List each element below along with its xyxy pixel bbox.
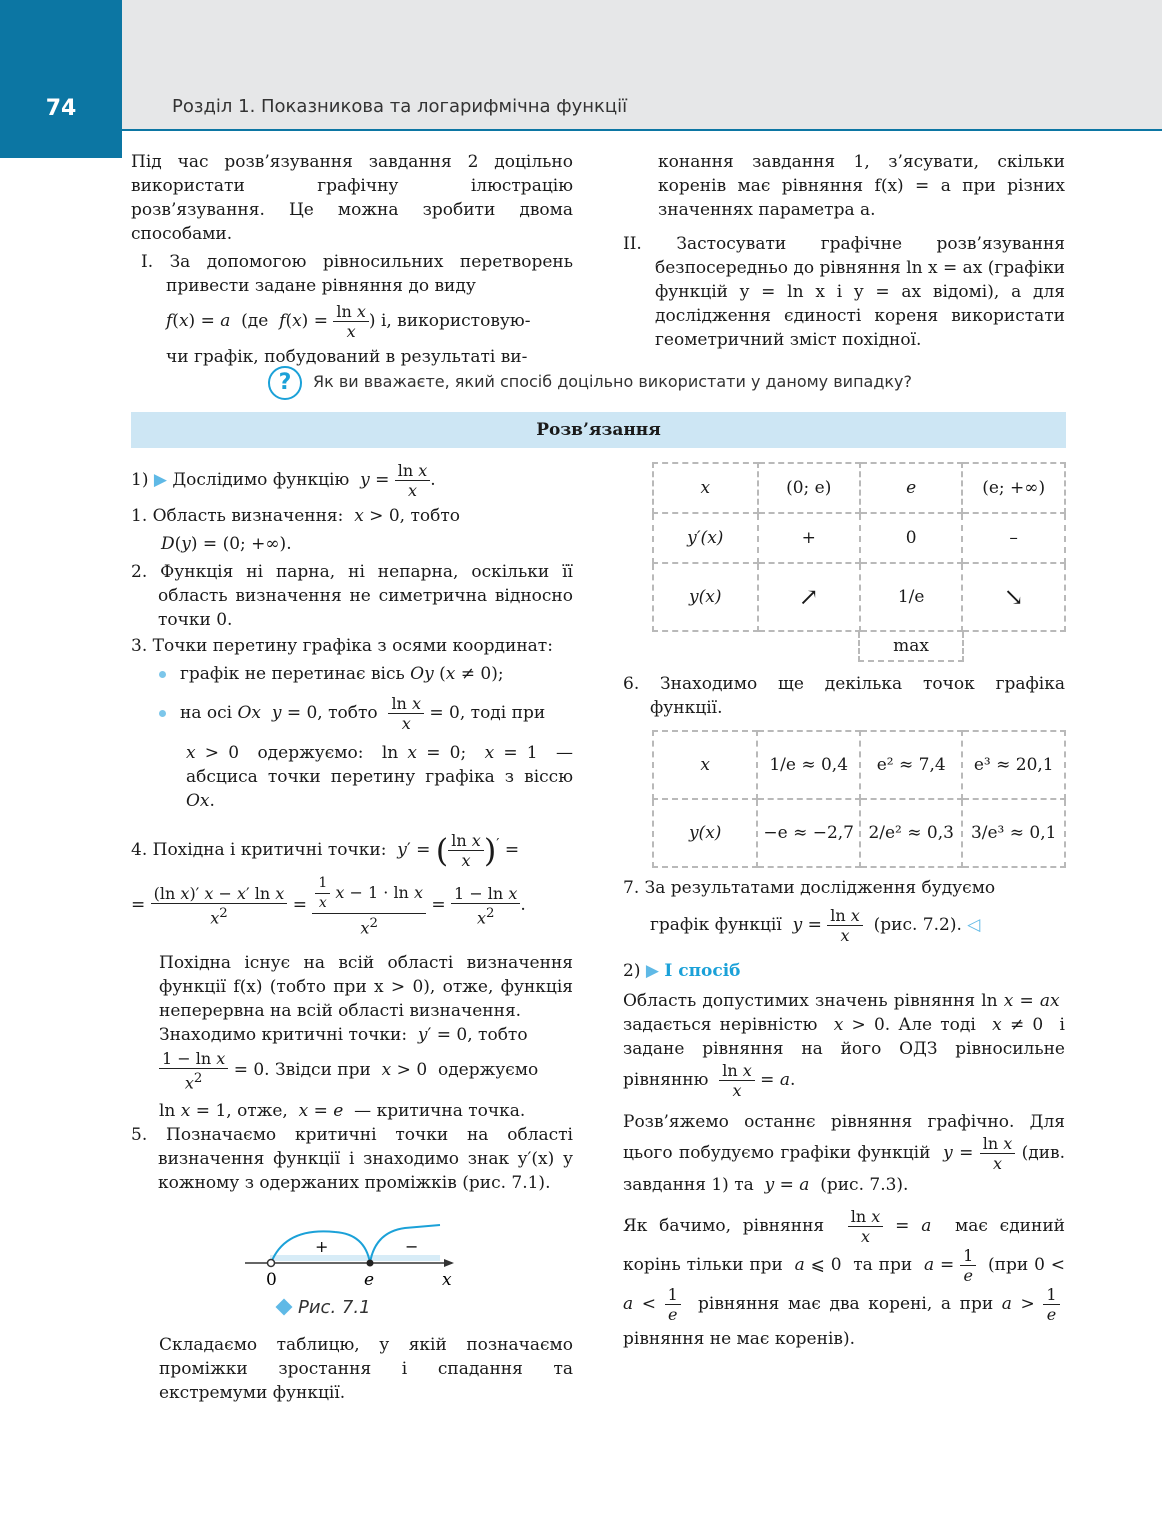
table-cell: + (758, 513, 860, 563)
open-point (268, 1260, 275, 1267)
table-cell: 3/e³ ≈ 0,1 (962, 799, 1065, 867)
label-e: e (364, 1270, 375, 1290)
graphic-paragraph: Розв’яжемо останнє рівняння графічно. Для цього побудуємо графіки функцій y = $\frac{\text{ln x}}{x}$ (див. завдання 1) та y = a (рис. 7.3). (623, 1112, 1066, 1195)
odz-a: Область допустимих значень рівняння (623, 991, 976, 1011)
table-note: Складаємо таблицю, у якій позначаємо проміжки зростання і спадання та екстремуми функції. (159, 1335, 573, 1403)
intro-right (623, 150, 1065, 352)
odz-c: . Але тоді (884, 1015, 976, 1035)
critical-3-tail: — критична точка. (354, 1100, 526, 1121)
step-1-text: Дослідимо функцію (172, 470, 350, 490)
bullet-2-a: на осі (180, 703, 233, 723)
bullet-2-e: — абсциса точки перетину графіка з віссю (186, 743, 573, 787)
item-7-c: (рис. 7.2). (873, 915, 962, 935)
method-1-continued: конання завдання 1, з’ясувати, скільки коренів має рівняння f(x) = a при різних значеннях параметра a. (658, 152, 1065, 220)
question-icon: ? (268, 366, 302, 400)
solution-heading: Розв’язання (131, 412, 1066, 448)
bullet-2-c: , тоді при (459, 703, 546, 723)
critical-1-text: Знаходимо критичні точки: (159, 1025, 408, 1046)
method-1: I. За допомогою рівносильних перетворень привести задане рівняння до виду (141, 252, 573, 296)
bullet-1: графік не перетинає вісь Oy (x ≠ 0); (131, 662, 573, 686)
monotonicity-table (652, 462, 1066, 632)
item-4-text: 4. Похідна і критичні точки: (131, 840, 387, 860)
item-1: 1. Область визначення: x > 0, тобто (131, 506, 460, 526)
table-cell: (e; +∞) (962, 463, 1065, 513)
bullet-2: на осі Ox y = 0, тобто $\frac{\text{ln x}}{x}$ = 0, тоді при (131, 694, 573, 733)
item-4: 4. Похідна і критичні точки: y′ = ( $\frac{\text{ln x}}{x}$ )′ = (131, 831, 520, 870)
method-title: I спосіб (664, 961, 741, 981)
graphic-c: (рис. 7.3). (820, 1175, 909, 1195)
triangle-icon: ▶ (645, 961, 659, 981)
table-cell: 1/e (860, 563, 962, 631)
critical-3: ln x = 1, отже, x = e — критична точка. (159, 1100, 526, 1121)
derivative-exists: Похідна існує на всій області визначення функції f(x) (тобто при x > 0), отже, функція неперервна на всій області визначення. (159, 953, 573, 1022)
solution-right-2 (623, 876, 1065, 1354)
table-cell: x (653, 463, 758, 513)
table-cell: ↘ (962, 563, 1065, 631)
bullet-2-d: одержуємо: (257, 743, 364, 763)
method-2: II. Застосувати графічне розв’язування безпосередньо до рівняння ln x = ax (графіки функцій y = ln x і y = ax відомі), а для дослідження єдиності кореня використати геометричний зміст похідної. (623, 234, 1066, 350)
bullet-2-cont: x > 0 одержуємо: ln x = 0; x = 1 — абсциса точки перетину графіка з віссю Ox. (186, 743, 573, 811)
points-table (652, 730, 1066, 868)
conclusion-b: має єдиний корінь тільки при (623, 1216, 1065, 1275)
domain-formula: D(y) = (0; +∞). (161, 534, 292, 554)
chapter-title: Розділ 1. Показникова та логарифмічна функції (172, 96, 628, 117)
solution-left (131, 455, 573, 1195)
method-1-formula: f(x) = a (де f(x) = $\frac{\text{ln x}}{x}$ ) і, використовую- (166, 302, 531, 341)
label-zero: 0 (266, 1270, 277, 1290)
table-cell: y′(x) (653, 513, 758, 563)
table-cell: 0 (860, 513, 962, 563)
method-1-end: чи графік, побудований в результаті ви- (166, 347, 528, 367)
bullet-icon (159, 710, 166, 717)
odz-paragraph: Область допустимих значень рівняння ln x = ax задається нерівністю x > 0. Але тоді x ≠ 0 і задане рівняння на його ОДЗ рівносильне рівнянню $\frac{\text{ln x}}{x}$ = a. (623, 991, 1065, 1100)
odz-b: задається нерівністю (623, 1015, 818, 1035)
critical-1-tail: , тобто (467, 1025, 528, 1046)
item-6: 6. Знаходимо ще декілька точок графіка функції. (623, 674, 1065, 718)
step-2 (623, 959, 1065, 983)
step-1: 1) ▶ Дослідимо функцію y = $\frac{\text{ln x}}{x}$ . (131, 461, 436, 500)
critical-2-text: . Звідси при (264, 1060, 371, 1081)
item-7: 7. За результатами дослідження будуємо (623, 878, 996, 898)
axis-arrow (444, 1259, 454, 1267)
graphic-b: (див. завдання 1) та (623, 1143, 1066, 1195)
max-label: max (858, 632, 964, 662)
header-divider (122, 129, 1162, 131)
conclusion-f: рівняння не має коренів). (623, 1329, 855, 1349)
table-cell: −e ≈ −2,7 (757, 799, 860, 867)
critical-2: $\frac{\text{1 − ln x}}{x^2}$ = 0. Звідси при x > 0 одержуємо (131, 1049, 573, 1092)
step-1-number: 1) (131, 470, 149, 490)
bullet-2-b: , тобто (317, 703, 378, 723)
critical-3-text: , отже, (226, 1100, 288, 1121)
conclusion-paragraph: Як бачимо, рівняння $\frac{\text{ln x}}{x}$ = a має єдиний корінь тільки при a ⩽ 0 та при a = $\frac{1}{e}$ (при 0 < a < $\frac{1}{e}$ рівняння має два корені, а при a > $\frac{1}{e}$ рівняння не має коренів). (623, 1207, 1065, 1349)
sign-diagram (240, 1222, 460, 1292)
item-1-tail: , тобто (399, 506, 460, 526)
conclusion-d: (при (988, 1255, 1029, 1275)
table-cell: y(x) (653, 799, 757, 867)
figure-caption-text: Рис. 7.1 (298, 1297, 371, 1318)
solution-right (623, 672, 1065, 720)
derivative-formula: = $\frac{\text{(ln x)′ x − x′ ln x}}{x^2}$ = $\frac{1}{x}$ x − 1 · ln x $x^2$ = $\frac{\text{1 − ln x}}{x^2}$ . (131, 875, 526, 938)
table-cell: e (860, 463, 962, 513)
table-cell: x (653, 731, 757, 799)
triangle-icon: ▶ (153, 470, 167, 490)
table-cell: 1/e ≈ 0,4 (757, 731, 860, 799)
table-cell: y(x) (653, 563, 758, 631)
question-text: Як ви вважаєте, який спосіб доцільно використати у даному випадку? (313, 372, 913, 391)
table-cell: e² ≈ 7,4 (860, 731, 962, 799)
item-7-b: графік функції (650, 915, 782, 935)
page-number-tab (0, 0, 122, 158)
graphic-a: Розв’яжемо останнє рівняння графічно. Для цього побудуємо графіки функцій (623, 1112, 1065, 1163)
end-triangle-icon: ◁ (967, 915, 981, 935)
intro-paragraph: Під час розв’язування завдання 2 доцільно використати графічну ілюстрацію розв’язування. Це можна зробити двома способами. (131, 152, 573, 244)
intro-left (131, 150, 573, 369)
diamond-icon (276, 1299, 293, 1316)
bullet-1-text: графік не перетинає вісь (180, 664, 405, 684)
conclusion-c: та при (853, 1255, 913, 1275)
item-3: 3. Точки перетину графіка з осями координат: (131, 636, 553, 656)
item-7-cont: графік функції y = $\frac{\text{ln x}}{x}$ (рис. 7.2). ◁ (650, 906, 981, 945)
page-number: 74 (45, 96, 77, 121)
item-5: 5. Позначаємо критичні точки на області визначення функції і знаходимо знак y′(x) у кожному з одержаних проміжків (рис. 7.1). (131, 1124, 573, 1193)
table-cell: – (962, 513, 1065, 563)
table-cell: ↗ (758, 563, 860, 631)
critical-2-tail: одержуємо (437, 1060, 539, 1081)
table-cell: 2/e² ≈ 0,3 (860, 799, 962, 867)
odz-d: і задане рівняння на його ОДЗ рівносильне рівнянню (623, 1015, 1065, 1090)
step-2-number: 2) (623, 961, 641, 981)
table-cell: e³ ≈ 20,1 (962, 731, 1065, 799)
table-cell: (0; e) (758, 463, 860, 513)
bullet-icon (159, 671, 166, 678)
conclusion-a: Як бачимо, рівняння (623, 1216, 825, 1236)
sign-plus: + (315, 1237, 329, 1256)
critical-point (367, 1260, 374, 1267)
item-2: 2. Функція ні парна, ні непарна, оскільки її область визначення не симетрична відносно точки 0. (131, 562, 573, 630)
conclusion-e: рівняння має два корені, а при (698, 1294, 994, 1314)
label-x: x (442, 1270, 452, 1290)
sign-minus: − (405, 1237, 419, 1256)
item-1-text: 1. Область визначення: (131, 506, 344, 526)
critical-1: Знаходимо критичні точки: y′ = 0, тобто (159, 1025, 528, 1046)
figure-caption (278, 1297, 371, 1318)
